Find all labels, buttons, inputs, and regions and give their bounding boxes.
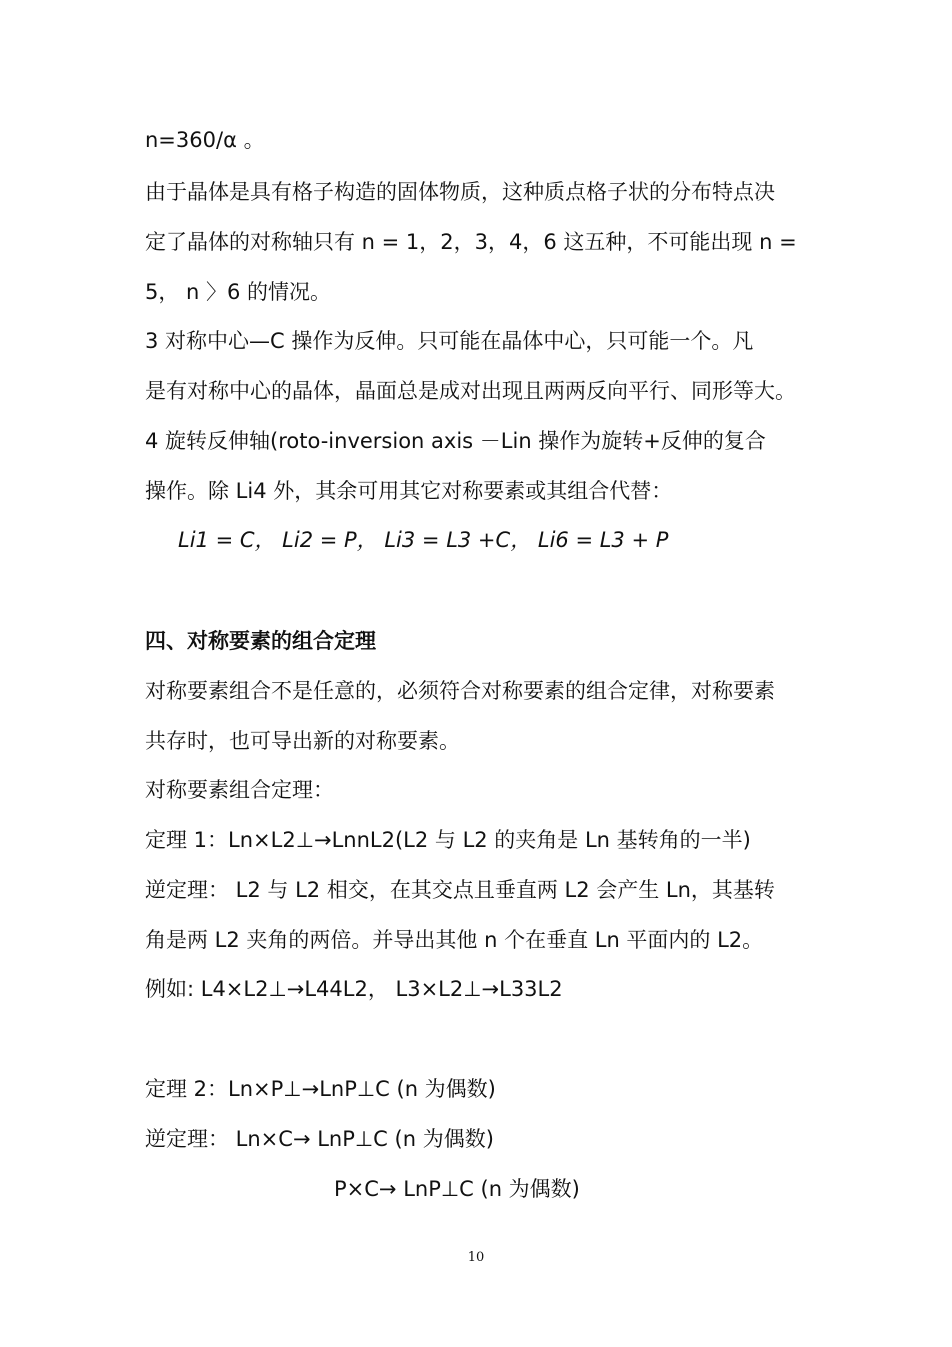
text-line: 4 旋转反伸轴(roto-inversion axis －Lin 操作为旋转+反伸的复合 <box>145 429 766 453</box>
section-heading: 四、对称要素的组合定理 <box>145 629 376 653</box>
text-line: 操作。除 Li4 外，其余可用其它对称要素或其组合代替： <box>145 479 673 503</box>
text-line: 定了晶体的对称轴只有 n = 1，2，3，4，6 这五种，不可能出现 n = <box>145 230 797 254</box>
text-line: 对称要素组合定理： <box>145 778 334 802</box>
text-line: 共存时，也可导出新的对称要素。 <box>145 729 460 753</box>
text-line: 逆定理： Ln×C→ LnP⊥C (n 为偶数) <box>145 1127 494 1151</box>
text-line: n=360/α 。 <box>145 128 265 152</box>
page-number: 10 <box>467 1250 485 1265</box>
text-line: 5， n 〉6 的情况。 <box>145 280 332 304</box>
text-line: 例如: L4×L2⊥→L44L2， L3×L2⊥→L33L2 <box>145 977 563 1001</box>
text-line: 逆定理： L2 与 L2 相交，在其交点且垂直两 L2 会产生 Ln，其基转 <box>145 878 775 902</box>
text-line: 3 对称中心—C 操作为反伸。只可能在晶体中心，只可能一个。凡 <box>145 329 754 353</box>
text-line: 角是两 L2 夹角的两倍。并导出其他 n 个在垂直 Ln 平面内的 L2。 <box>145 928 764 952</box>
text-line: 由于晶体是具有格子构造的固体物质，这种质点格子状的分布特点决 <box>145 180 775 204</box>
formula-line: Li1 = C， Li2 = P， Li3 = L3 +C， Li6 = L3 + P <box>178 528 669 552</box>
text-line: 是有对称中心的晶体，晶面总是成对出现且两两反向平行、同形等大。 <box>145 379 796 403</box>
text-line: 定理 2：Ln×P⊥→LnP⊥C (n 为偶数) <box>145 1077 496 1101</box>
formula-line: P×C→ LnP⊥C (n 为偶数) <box>334 1177 580 1201</box>
text-line: 定理 1：Ln×L2⊥→LnnL2(L2 与 L2 的夹角是 Ln 基转角的一半) <box>145 828 751 852</box>
text-line: 对称要素组合不是任意的，必须符合对称要素的组合定律，对称要素 <box>145 679 775 703</box>
